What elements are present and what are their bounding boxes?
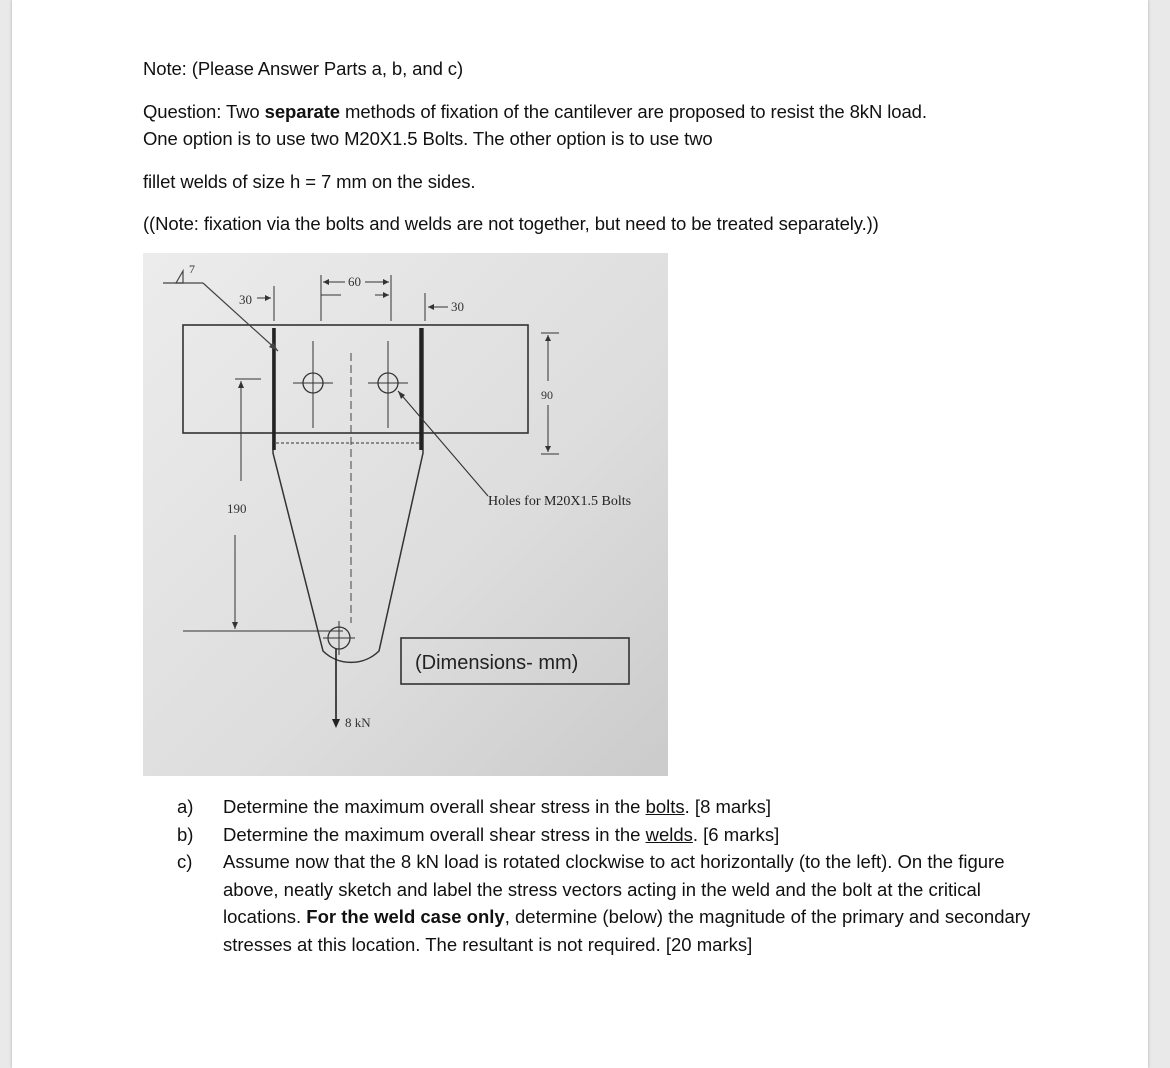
part-b-text: Determine the maximum overall shear stress in the welds. [6 marks] (223, 823, 780, 845)
parts-list (177, 793, 1057, 958)
question-line-2: One option is to use two M20X1.5 Bolts. The other option is to use two (143, 128, 713, 149)
cantilever-drawing (143, 253, 668, 776)
note-line: Note: (Please Answer Parts a, b, and c) (143, 58, 464, 79)
dim-30-right: 30 (451, 299, 464, 314)
part-a-label: a) (177, 796, 194, 817)
cantilever-figure (143, 253, 668, 776)
part-b-label: b) (177, 823, 194, 845)
weld-size-label: 7 (189, 262, 195, 276)
part-a-underlined: bolts (645, 796, 685, 817)
part-b-underlined: welds (645, 823, 693, 845)
question-prefix: Question: Two (143, 101, 265, 122)
photo-background (143, 253, 668, 776)
part-c-text: Assume now that the 8 kN load is rotated clockwise to act horizontally (to the left). On the figure above, neatly sketch and label the stress vectors acting in the weld and the bolt at the critical locations. For the weld case only, determine (below) the magnitude of the primary and secondary stresses at this location. The resultant is not required. [20 marks] (223, 851, 1031, 955)
dim-30-left: 30 (239, 292, 252, 307)
part-c (177, 848, 1057, 958)
load-label: 8 kN (345, 715, 371, 730)
part-b (177, 821, 1057, 849)
dim-60: 60 (348, 274, 361, 289)
dimensions-note: (Dimensions- mm) (415, 652, 579, 674)
part-c-label: c) (177, 851, 193, 872)
dim-190: 190 (227, 501, 247, 516)
part-a (177, 793, 1057, 821)
dim-90: 90 (541, 388, 553, 402)
part-c-bold: For the weld case only (306, 906, 505, 927)
question-line-1 (143, 101, 927, 123)
question-rest: methods of fixation of the cantilever are proposed to resist the 8kN load. (339, 101, 927, 122)
holes-label: Holes for M20X1.5 Bolts (488, 494, 632, 509)
question-line-4: ((Note: fixation via the bolts and welds are not together, but need to be treated separately.)) (143, 213, 879, 234)
part-a-text: Determine the maximum overall shear stress in the bolts. [8 marks] (223, 796, 772, 817)
question-bold-word: separate (264, 101, 340, 122)
document-page (12, 0, 1148, 1068)
question-line-3: fillet welds of size h = 7 mm on the sides. (143, 171, 476, 192)
